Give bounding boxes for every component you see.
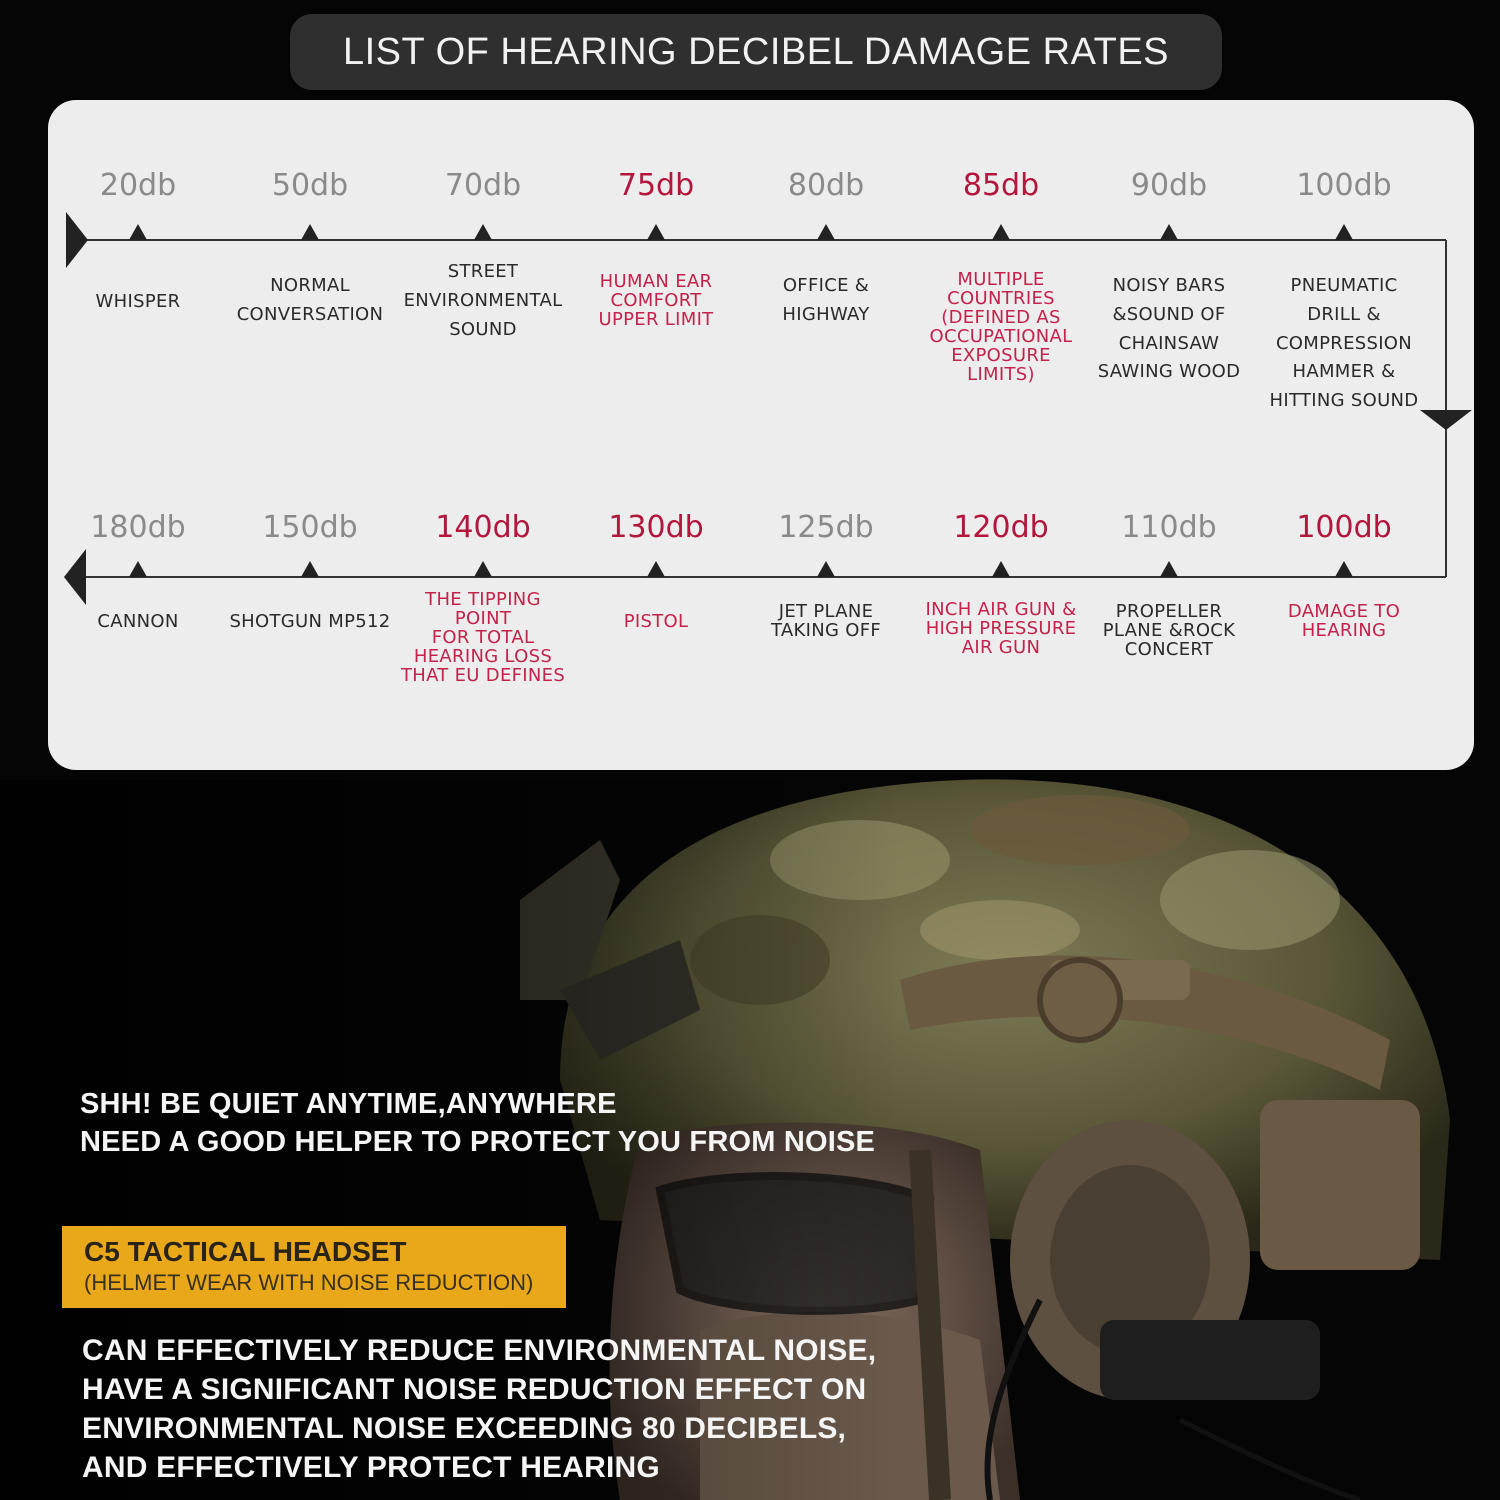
tick-marker bbox=[647, 561, 665, 577]
tick-marker bbox=[301, 224, 319, 240]
description-line: FOR TOTAL bbox=[431, 627, 535, 649]
description-line: CANNON bbox=[97, 611, 179, 632]
description-line: EXPOSURE bbox=[951, 345, 1051, 367]
decibel-description bbox=[393, 258, 573, 344]
decibel-description bbox=[1254, 602, 1434, 640]
decibel-level: 70db bbox=[444, 168, 522, 203]
description-line: UPPER LIMIT bbox=[598, 309, 714, 331]
description-line: INCH AIR GUN & bbox=[925, 599, 1077, 620]
description-line: (DEFINED AS bbox=[941, 307, 1061, 329]
decibel-level: 85db bbox=[962, 168, 1040, 203]
description-line: MULTIPLE bbox=[957, 269, 1045, 290]
decibel-description bbox=[911, 270, 1091, 384]
tick-marker bbox=[647, 224, 665, 240]
description-line: THAT EU DEFINES bbox=[400, 665, 566, 687]
tick-marker bbox=[129, 561, 147, 577]
description-line: HAMMER & bbox=[1292, 361, 1396, 383]
description-line: HIGH PRESSURE bbox=[925, 618, 1077, 640]
decibel-description bbox=[736, 272, 916, 330]
slogan-line-2: NEED A GOOD HELPER TO PROTECT YOU FROM NOISE bbox=[80, 1126, 876, 1158]
decibel-description bbox=[48, 288, 228, 317]
product-name: C5 TACTICAL HEADSET bbox=[84, 1236, 407, 1267]
description-line: ENVIRONMENTAL NOISE EXCEEDING 80 DECIBELS, bbox=[82, 1412, 847, 1445]
description-line: COMFORT bbox=[610, 290, 702, 312]
description-line: JET PLANE bbox=[778, 601, 874, 622]
decibel-level: 110db bbox=[1121, 510, 1217, 545]
description-line: CAN EFFECTIVELY REDUCE ENVIRONMENTAL NOISE, bbox=[82, 1334, 877, 1367]
description-line: SHOTGUN MP512 bbox=[229, 611, 391, 632]
description-line: THE TIPPING bbox=[425, 589, 541, 610]
decibel-description bbox=[566, 272, 746, 329]
tick-marker bbox=[992, 224, 1010, 240]
decibel-level: 80db bbox=[787, 168, 865, 203]
decibel-description bbox=[1079, 602, 1259, 659]
tick-marker bbox=[817, 561, 835, 577]
decibel-level: 140db bbox=[435, 510, 531, 545]
decibel-level: 150db bbox=[262, 510, 358, 545]
description-line: PROPELLER bbox=[1115, 601, 1223, 622]
description-line: PNEUMATIC bbox=[1290, 275, 1398, 296]
page-title: LIST OF HEARING DECIBEL DAMAGE RATES bbox=[342, 30, 1170, 73]
decibel-description bbox=[48, 612, 228, 631]
description-line: POINT bbox=[454, 608, 512, 630]
description-line: LIMITS) bbox=[967, 364, 1035, 386]
decibel-description bbox=[736, 602, 916, 640]
description-line: HEARING LOSS bbox=[413, 646, 553, 668]
decibel-level: 125db bbox=[778, 510, 874, 545]
description-line: COMPRESSION bbox=[1275, 332, 1413, 354]
description-line: NORMAL bbox=[270, 275, 350, 296]
decibel-level: 180db bbox=[90, 510, 186, 545]
description-line: OFFICE & bbox=[782, 275, 870, 296]
decibel-description bbox=[393, 590, 573, 685]
description-line: DRILL & bbox=[1307, 303, 1381, 325]
decibel-level: 75db bbox=[617, 168, 695, 203]
decibel-level: 50db bbox=[271, 168, 349, 203]
description-line: CHAINSAW bbox=[1118, 332, 1220, 354]
description-line: HEARING bbox=[1301, 620, 1387, 642]
description-line: COUNTRIES bbox=[947, 288, 1055, 310]
decibel-level: 100db bbox=[1296, 168, 1392, 203]
decibel-description bbox=[1079, 272, 1259, 387]
decibel-description bbox=[220, 272, 400, 330]
decibel-level: 120db bbox=[953, 510, 1049, 545]
decibel-level: 20db bbox=[99, 168, 177, 203]
decibel-description bbox=[566, 612, 746, 631]
description-line: CONVERSATION bbox=[236, 303, 384, 325]
description-line: CONCERT bbox=[1124, 639, 1214, 661]
row2-ticks bbox=[129, 561, 1353, 577]
description-line: HUMAN EAR bbox=[599, 271, 713, 292]
decibel-level: 130db bbox=[608, 510, 704, 545]
tick-marker bbox=[1160, 224, 1178, 240]
decibel-level: 90db bbox=[1130, 168, 1208, 203]
description-line: TAKING OFF bbox=[770, 620, 882, 642]
decibel-description bbox=[1254, 272, 1434, 416]
tick-marker bbox=[474, 224, 492, 240]
description-line: DAMAGE TO bbox=[1287, 601, 1401, 622]
description-line: &SOUND OF bbox=[1112, 303, 1226, 325]
row1-ticks bbox=[129, 224, 1353, 240]
tick-marker bbox=[1160, 561, 1178, 577]
decibel-description bbox=[911, 600, 1091, 657]
decibel-description bbox=[220, 612, 400, 631]
tick-marker bbox=[992, 561, 1010, 577]
description-line: PISTOL bbox=[623, 611, 689, 632]
description-line: WHISPER bbox=[95, 291, 181, 312]
description-line: STREET bbox=[447, 261, 519, 282]
title-banner bbox=[290, 14, 1222, 90]
description-line: SAWING WOOD bbox=[1097, 361, 1241, 383]
description-line: OCCUPATIONAL bbox=[929, 326, 1073, 348]
description-line: AND EFFECTIVELY PROTECT HEARING bbox=[82, 1451, 660, 1484]
description-line: AIR GUN bbox=[961, 637, 1041, 659]
description-line: HITTING SOUND bbox=[1269, 390, 1419, 412]
tick-marker bbox=[1335, 224, 1353, 240]
slogan-line-1: SHH! BE QUIET ANYTIME,ANYWHERE bbox=[80, 1088, 617, 1120]
product-badge bbox=[62, 1226, 566, 1308]
description-line: ENVIRONMENTAL bbox=[403, 289, 563, 311]
tick-marker bbox=[1335, 561, 1353, 577]
tick-marker bbox=[817, 224, 835, 240]
description-line: PLANE &ROCK bbox=[1102, 620, 1236, 642]
product-subtitle: (HELMET WEAR WITH NOISE REDUCTION) bbox=[84, 1270, 534, 1295]
decibel-chart-card bbox=[48, 100, 1474, 770]
description-line: SOUND bbox=[449, 318, 517, 340]
tick-marker bbox=[129, 224, 147, 240]
description-line: HIGHWAY bbox=[782, 303, 870, 325]
tick-marker bbox=[301, 561, 319, 577]
tick-marker bbox=[474, 561, 492, 577]
decibel-level: 100db bbox=[1296, 510, 1392, 545]
description-line: HAVE A SIGNIFICANT NOISE REDUCTION EFFECT ON bbox=[82, 1373, 867, 1406]
description-line: NOISY BARS bbox=[1112, 275, 1226, 296]
